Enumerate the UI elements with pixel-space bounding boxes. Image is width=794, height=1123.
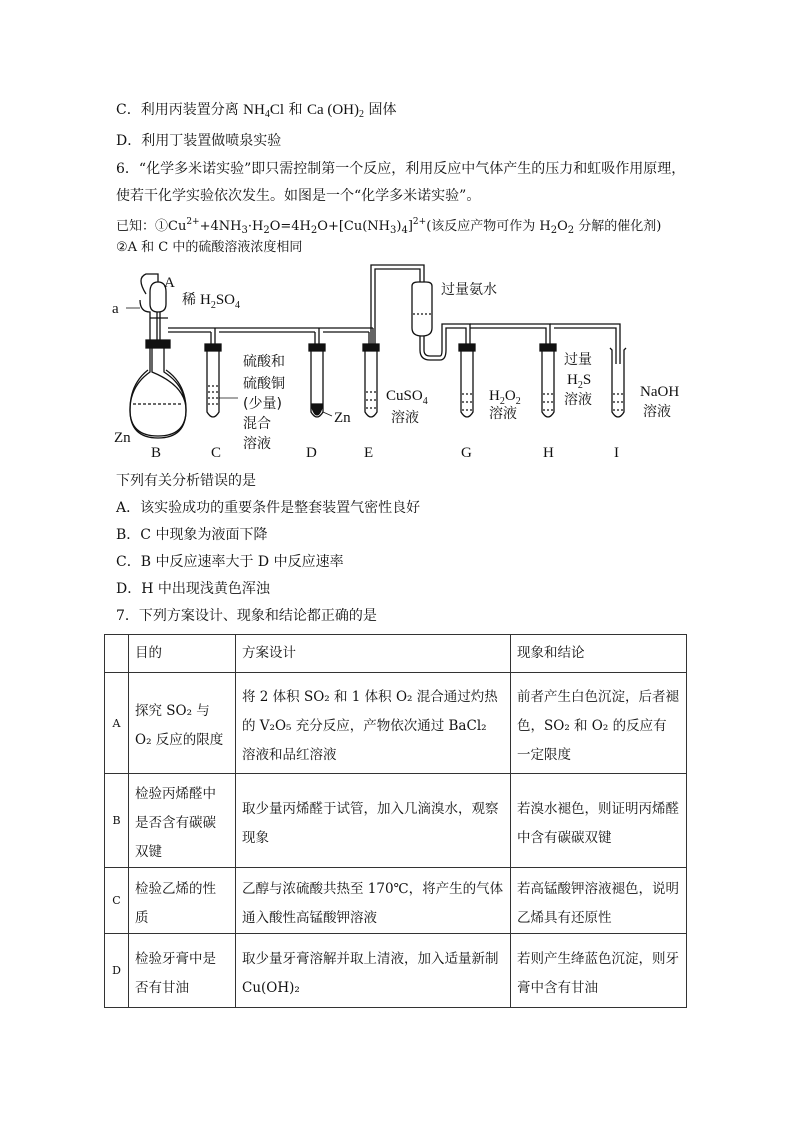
h2so4-so: SO — [215, 292, 236, 308]
caoh2-formula — [307, 102, 364, 118]
letter-e: E — [364, 445, 374, 461]
k5: ·H — [247, 219, 264, 234]
label-A: A — [164, 275, 175, 291]
h2o2-h: H — [489, 388, 500, 404]
nh4cl-b: 4 — [264, 109, 270, 120]
label-excess: 过量 — [564, 352, 592, 368]
stopper-e — [363, 344, 379, 351]
flask-b-stopper — [146, 340, 170, 348]
row-d-letter: D — [105, 934, 129, 1008]
row-d-design-text: 取少量牙膏溶解并取上清液，加入适量新制 Cu(OH)₂ — [242, 950, 499, 996]
k9: O+[Cu(NH — [317, 219, 391, 234]
table-header-design — [236, 635, 511, 673]
header-purpose-text: 目的 — [135, 645, 162, 661]
tube-d — [315, 328, 319, 344]
k8: 2 — [310, 225, 318, 236]
row-a-design-text: 将 2 体积 SO₂ 和 1 体积 O₂ 混合通过灼热的 V₂O₅ 充分反应，产物依次通过 BaCl₂ 溶液和品红溶液 — [242, 688, 498, 763]
q6-option-d: D．H 中出现浅黄色浑浊 — [116, 581, 270, 597]
row-a-purpose-text: 探究 SO₂ 与 O₂ 反应的限度 — [135, 703, 224, 748]
side-tube-a — [140, 274, 158, 340]
option-c-prev — [116, 100, 396, 125]
tube-i-body — [610, 348, 626, 417]
table-header-purpose — [129, 635, 236, 673]
c-reagent-5: 溶液 — [243, 436, 271, 452]
nh4cl-a: NH — [243, 102, 265, 118]
h2s-h: H — [567, 372, 578, 388]
k12: 4 — [401, 225, 408, 236]
k11: ) — [396, 219, 402, 234]
row-c-result — [511, 868, 687, 934]
option-d-prev: D．利用丁装置做喷泉实验 — [116, 133, 282, 149]
header-design-text: 方案设计 — [242, 645, 296, 661]
k4: 3 — [241, 225, 248, 236]
row-c-design-text: 乙醇与浓硫酸共热至 170℃，将产生的气体通入酸性高锰酸钾溶液 — [242, 880, 504, 926]
letter-h: H — [543, 445, 554, 461]
letter-i: I — [614, 445, 619, 461]
k13: ] — [407, 219, 413, 234]
tube-g-liquid — [462, 394, 472, 410]
row-c-result-text: 若高锰酸钾溶液褪色，说明乙烯具有还原性 — [517, 880, 679, 926]
h2s-2: 2 — [577, 380, 583, 391]
label-h2o2 — [489, 388, 521, 407]
k16: 2 — [550, 225, 558, 236]
letter-c: C — [211, 445, 222, 461]
q7-table — [104, 634, 687, 1008]
k19: 分解的催化剂) — [574, 219, 662, 234]
q6-option-a: A．该实验成功的重要条件是整套装置气密性良好 — [116, 500, 421, 516]
tube-g-body — [461, 351, 473, 417]
tube-h-liquid — [543, 394, 553, 410]
stopper-d — [309, 344, 325, 351]
q6-stem-line1: 6．“化学多米诺实验”即只需控制第一个反应，利用反应中气体产生的压力和虹吸作用原理， — [116, 161, 686, 177]
tube-i-liquid — [613, 394, 623, 410]
label-cuso4 — [386, 388, 428, 407]
q7-stem: 7．下列方案设计、现象和结论都正确的是 — [116, 608, 377, 624]
stopper-c — [205, 344, 221, 351]
cuso4-a: CuSO — [386, 388, 423, 404]
table-row — [105, 934, 687, 1008]
row-b-design-text: 取少量丙烯醛于试管，加入几滴溴水，观察现象 — [242, 800, 499, 846]
stopper-h — [540, 344, 556, 351]
k1: 已知：①Cu — [116, 219, 187, 234]
q6-known-2: ②A 和 C 中的硫酸溶液浓度相同 — [116, 240, 303, 255]
stopper-g — [459, 344, 475, 351]
label-h2so4 — [200, 292, 240, 311]
row-b-design — [236, 774, 511, 868]
row-b-purpose — [129, 774, 236, 868]
row-c-letter: C — [105, 868, 129, 934]
tube-bc — [168, 328, 215, 332]
flask-b — [130, 344, 186, 436]
tube-c-body — [207, 351, 219, 417]
cuso4-b: 4 — [422, 396, 428, 407]
k10: 3 — [390, 225, 397, 236]
k3: +4NH — [199, 219, 242, 234]
row-a-result-text: 前者产生白色沉淀，后者褪色，SO₂ 和 O₂ 的反应有一定限度 — [517, 688, 679, 763]
k18: 2 — [567, 225, 575, 236]
letter-d: D — [306, 445, 317, 461]
header-result-text: 现象和结论 — [517, 645, 585, 661]
k15: (该反应产物可作为 H — [426, 219, 551, 234]
caoh2-a: Ca (OH) — [306, 102, 360, 118]
row-b-result-text: 若溴水褪色，则证明丙烯醛中含有碳碳双键 — [517, 800, 679, 846]
row-d-result-text: 若则产生绛蓝色沉淀，则牙膏中含有甘油 — [517, 950, 679, 996]
row-d-result — [511, 934, 687, 1008]
q6-stem-line2: 使若干化学实验依次发生。如图是一个“化学多米诺实验”。 — [116, 188, 481, 204]
h2o2-o: O — [504, 388, 516, 404]
tube-h-body — [542, 351, 554, 417]
label-naoh: NaOH — [640, 384, 680, 400]
row-d-purpose — [129, 934, 236, 1008]
c-reagent-3: (少量) — [243, 396, 282, 412]
label-h2o2-sol: 溶液 — [489, 406, 517, 422]
nh4cl-formula — [243, 102, 284, 118]
row-b-purpose-text: 检验丙烯醛中是否含有碳碳双键 — [135, 786, 216, 860]
tube-e-body — [365, 351, 377, 417]
letter-g: G — [461, 445, 472, 461]
c-reagent-2: 硫酸铜 — [243, 376, 285, 392]
tube-e-up — [371, 265, 424, 344]
zn-d — [312, 404, 322, 415]
nh4cl-c: Cl — [269, 102, 285, 118]
h2so4-2: 2 — [210, 300, 216, 311]
tube-cd — [215, 328, 319, 332]
q6-option-c: C．B 中反应速率大于 D 中反应速率 — [116, 554, 344, 570]
row-b-result — [511, 774, 687, 868]
option-c-prefix: C．利用丙装置分离 — [116, 102, 244, 118]
h2so4-4: 4 — [235, 300, 241, 311]
k14: 2+ — [412, 217, 427, 227]
label-zn-d: Zn — [334, 410, 351, 426]
table-row — [105, 868, 687, 934]
c-reagent-1: 硫酸和 — [243, 354, 285, 370]
row-c-design — [236, 868, 511, 934]
funnel-a-stem — [157, 312, 160, 340]
table-header-row — [105, 635, 687, 673]
k2: 2+ — [186, 217, 200, 227]
apparatus-diagram — [0, 264, 794, 464]
table-row — [105, 774, 687, 868]
h2so4-h: H — [200, 292, 211, 308]
table-header-result — [511, 635, 687, 673]
tube-c-liquid — [208, 386, 218, 404]
label-dilute: 稀 — [182, 292, 196, 308]
row-c-purpose-text: 检验乙烯的性质 — [135, 880, 216, 926]
tube-funnel-g — [420, 324, 470, 360]
label-a-small: a — [112, 301, 119, 317]
row-d-purpose-text: 检验牙膏中是否有甘油 — [135, 950, 216, 996]
h2o2-2b: 2 — [515, 396, 521, 407]
row-d-design — [236, 934, 511, 1008]
h2o2-2a: 2 — [499, 396, 505, 407]
row-a-result — [511, 673, 687, 774]
tube-c — [211, 328, 215, 344]
k6: 2 — [263, 225, 270, 236]
row-a-design — [236, 673, 511, 774]
option-c-suffix: 固体 — [364, 102, 397, 118]
label-ammonia: 过量氨水 — [441, 282, 497, 298]
row-c-purpose — [129, 868, 236, 934]
label-zn-b: Zn — [114, 430, 131, 446]
ammonia-funnel — [412, 282, 432, 336]
row-a-purpose — [129, 673, 236, 774]
q6-option-b: B．C 中现象为液面下降 — [116, 527, 268, 543]
tube-de — [319, 328, 373, 344]
label-naoh-sol: 溶液 — [643, 404, 671, 420]
k17: O — [557, 219, 568, 234]
c-reagent-4: 混合 — [243, 416, 271, 432]
k7: O=4H — [269, 219, 311, 234]
q6-question: 下列有关分析错误的是 — [116, 473, 256, 489]
pointer-d — [323, 412, 332, 416]
row-a-letter: A — [105, 673, 129, 774]
tube-gh — [470, 324, 550, 344]
row-b-letter: B — [105, 774, 129, 868]
table-row — [105, 673, 687, 774]
option-c-and: 和 — [284, 102, 307, 118]
table-header-blank — [105, 635, 129, 673]
caoh2-b: 2 — [359, 109, 365, 120]
letter-b: B — [151, 445, 162, 461]
h2s-s: S — [582, 372, 592, 388]
label-h2s — [567, 372, 591, 391]
label-h2s-sol: 溶液 — [564, 392, 592, 408]
label-cuso4-sol: 溶液 — [391, 410, 419, 426]
q6-known-1 — [116, 212, 661, 241]
tube-e-liquid — [366, 392, 376, 408]
